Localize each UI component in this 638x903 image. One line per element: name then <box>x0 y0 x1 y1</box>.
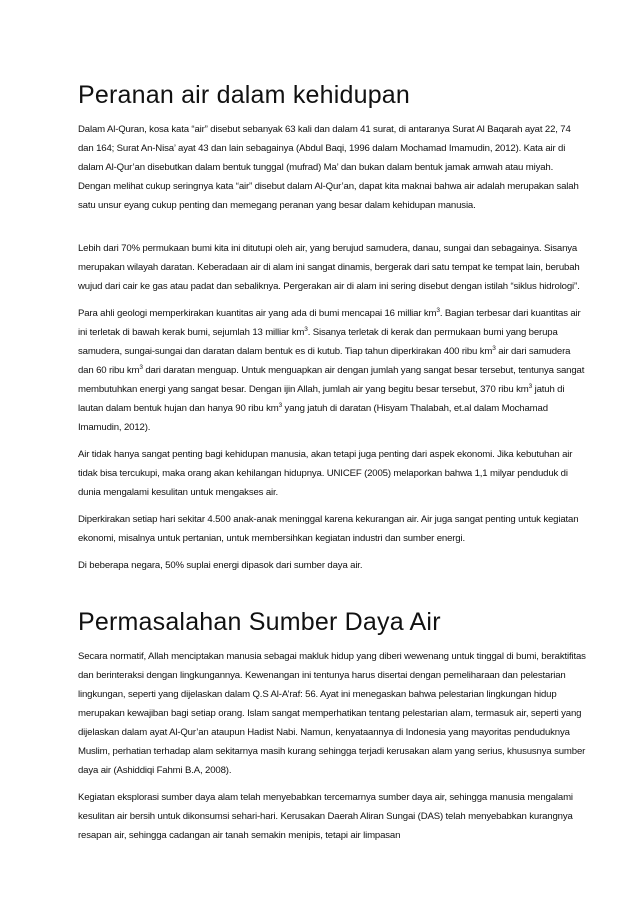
paragraph-air-dalam-quran: Dalam Al-Quran, kosa kata “air” disebut sebanyak 63 kali dan dalam 41 surat, di antaranya Surat Al Baqarah ayat 22, 74 dan 164; Surat An-Nisa’ ayat 43 dan lain sebagainya (Abdul Baqi, 1996 dalam Mochamad Imamudin, 2012). Kata air di dalam Al-Qur’an disebutkan dalam bentuk tunggal (mufrad) Ma’ dan bukan dalam bentuk jamak amwah atau miyah. Dengan melihat cukup seringnya kata “air” disebut dalam Al-Qur’an, dapat kita maknai bahwa air adalah merupakan salah satu unsur eyang cukup penting dan memegang peranan yang besar dalam kehidupan manusia. <box>78 124 579 211</box>
section-title-permasalahan: Permasalahan Sumber Daya Air <box>78 608 441 636</box>
paragraph-kegiatan-eksplorasi: Kegiatan eksplorasi sumber daya alam telah menyebabkan tercemarnya sumber daya air, sehingga manusia mengalami kesulitan air bersih untuk dikonsumsi sehari-hari. Kerusakan Daerah Aliran Sungai (DAS) telah menyebabkan kurangnya resapan air, sehingga cadangan air tanah semakin menipis, tetapi air limpasan <box>78 792 573 841</box>
paragraph-kuantitas-air <box>78 304 588 437</box>
paragraph-aspek-ekonomi: Air tidak hanya sangat penting bagi kehidupan manusia, akan tetapi juga penting dari aspek ekonomi. Jika kebutuhan air tidak bisa tercukupi, maka orang akan kehilangan hidupnya. UNICEF (2005) melaporkan bahwa 1,1 milyar penduduk di dunia mengalami kesulitan untuk mengakses air. <box>78 449 573 498</box>
superscript-3: 3 <box>139 363 143 371</box>
text-run: . Sisanya terletak di kerak dan permukaan bumi yang berupa samudera, sungai-sungai dan daratan dalam bentuk es di kutub. Tiap tahun diperkirakan 400 ribu km <box>78 327 558 357</box>
paragraph-suplai-energi: Di beberapa negara, 50% suplai energi dipasok dari sumber daya air. <box>78 560 363 571</box>
spacer <box>78 583 588 607</box>
text-run: air dari samudera dan 60 ribu km <box>78 346 571 376</box>
text-run: Para ahli geologi memperkirakan kuantitas air yang ada di bumi mencapai 16 milliar km <box>78 308 437 319</box>
spacer <box>78 223 588 239</box>
text-run: dari daratan menguap. Untuk menguapkan air dengan jumlah yang sangat besar tersebut, tentunya sangat membutuhkan energi yang sangat besar. Dengan ijin Allah, jumlah air yang begitu besar tersebut, 370 ribu km <box>78 365 585 395</box>
superscript-3: 3 <box>492 344 496 352</box>
paragraph-secara-normatif: Secara normatif, Allah menciptakan manusia sebagai makluk hidup yang diberi wewenang untuk tinggal di bumi, beraktifitas dan berinteraksi dengan lingkungannya. Kewenangan ini tentunya harus disertai dengan pemeliharaan dan pelestarian lingkungan, seperti yang dijelaskan dalam Q.S Al-A’raf: 56. Ayat ini menegaskan bahwa pelestarian lingkungan hidup merupakan kewajiban bagi setiap orang. Islam sangat memperhatikan tentang pelestarian alam, termasuk air, seperti yang dijelaskan dalam ayat Al-Qur’an ataupun Hadist Nabi. Namun, kenyataannya di Indonesia yang mayoritas penduduknya Muslim, perhatian terhadap alam sekitarnya masih kurang sehingga terjadi kerusakan alam yang serius, khususnya sumber daya air (Ashiddiqi Fahmi B.A, 2008). <box>78 651 586 776</box>
paragraph-permukaan-bumi: Lebih dari 70% permukaan bumi kita ini ditutupi oleh air, yang berujud samudera, danau, sungai dan sebagainya. Sisanya merupakan wilayah daratan. Keberadaan air di alam ini sangat dinamis, bergerak dari satu tempat ke tempat lain, berubah wujud dari cair ke gas atau padat dan sebaliknya. Pergerakan air di alam ini sering disebut dengan istilah “siklus hidrologi”. <box>78 243 580 292</box>
superscript-3: 3 <box>528 382 533 390</box>
text-run: jatuh di lautan dalam bentuk hujan dan hanya 90 ribu km <box>78 384 565 414</box>
superscript-3: 3 <box>436 306 440 314</box>
superscript-3: 3 <box>278 401 283 409</box>
text-run: . Bagian terbesar dari kuantitas air ini terletak di bawah kerak bumi, sejumlah 13 milliar km <box>78 308 581 338</box>
text-run: yang jatuh di daratan (Hisyam Thalabah, et.al dalam Mochamad Imamudin, 2012). <box>78 403 548 433</box>
section-title-peranan-air: Peranan air dalam kehidupan <box>78 81 411 109</box>
superscript-3: 3 <box>304 325 308 333</box>
paragraph-kekurangan-air: Diperkirakan setiap hari sekitar 4.500 anak-anak meninggal karena kekurangan air. Air juga sangat penting untuk kegiatan ekonomi, misalnya untuk pertanian, untuk membersihkan kegiatan industri dan sumber energi. <box>78 514 579 544</box>
